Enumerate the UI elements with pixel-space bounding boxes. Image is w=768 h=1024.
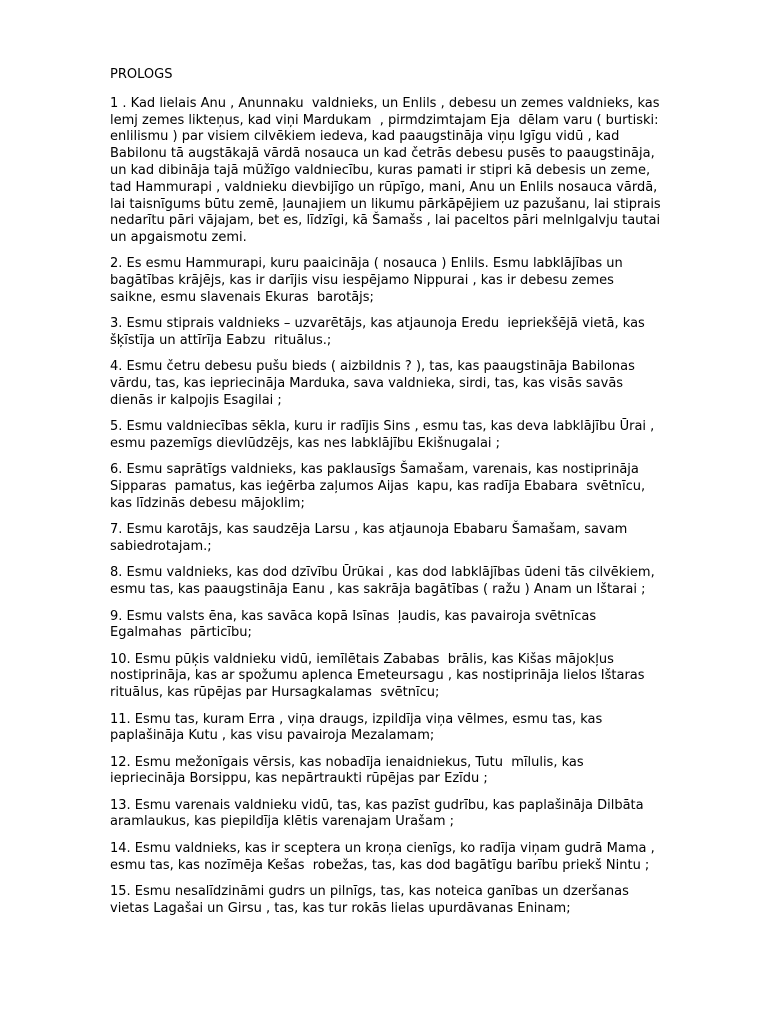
paragraph-line: 2. Es esmu Hammurapi, kuru paaicināja ( nosauca ) Enlils. Esmu labklājības un [110,256,623,272]
paragraph-line: nostiprināja, kas ar spožumu aplenca Emeteursagu , kas nostiprināja lielos Ištaras [110,668,645,684]
paragraph [110,565,710,599]
paragraph-line: vārdu, tas, kas iepriecināja Marduka, sava valdnieka, sirdi, tas, kas visās savās [110,376,624,392]
paragraph-line: nedarītu pāri vājajam, bet es, līdzīgi, kā Šamašs , lai paceltos pāri melnlgalvju tautai [110,213,661,229]
paragraph-line: 3. Esmu stiprais valdnieks – uzvarētājs, kas atjaunoja Eredu iepriekšējā vietā, kas [110,316,645,332]
paragraph [110,462,710,512]
paragraph-line: 14. Esmu valdnieks, kas ir sceptera un kroņa cienīgs, ko radīja viņam gudrā Mama , [110,840,655,856]
paragraph [110,359,710,409]
paragraph-line: bagātības krājējs, kas ir darījis visu iespējamo Nippurai , kas ir debesu zemes [110,273,614,289]
paragraph-line: enlilismu ) par visiem cilvēkiem iedeva, kad paaugstināja viņu Igīgu vidū , kad [110,129,620,145]
paragraph [110,652,710,702]
paragraph-line: 11. Esmu tas, kuram Erra , viņa draugs, izpildīja viņa vēlmes, esmu tas, kas [110,711,603,727]
paragraph-line: 7. Esmu karotājs, kas saudzēja Larsu , kas atjaunoja Ebabaru Šamašam, savam [110,522,628,538]
paragraph-line: paplašināja Kutu , kas visu pavairoja Mezalamam; [110,728,435,744]
paragraph-line: vietas Lagašai un Girsu , tas, kas tur rokās lielas upurdāvanas Eninam; [110,900,571,916]
paragraph-line: iepriecināja Borsippu, kas nepārtraukti rūpējas par Ezīdu ; [110,771,488,787]
paragraph-line: lai taisnīgums būtu zemē, ļaunajiem un likumu pārkāpējiem uz pazušanu, lai stiprais [110,196,661,212]
paragraph-line: 6. Esmu saprātīgs valdnieks, kas paklausīgs Šamašam, varenais, kas nostiprināja [110,462,639,478]
paragraph-line: 12. Esmu mežonīgais vērsis, kas nobadīja ienaidniekus, Tutu mīlulis, kas [110,754,584,770]
paragraph [110,712,710,746]
paragraph-line: saikne, esmu slavenais Ekuras barotājs; [110,290,374,306]
paragraph-line: 15. Esmu nesalīdzināmi gudrs un pilnīgs, tas, kas noteica ganības un dzeršanas [110,883,629,899]
paragraph-line: esmu pazemīgs dievlūdzējs, kas nes labklājību Ekišnugalai ; [110,436,501,452]
paragraph-line: aramlaukus, kas piepildīja klētis varenajam Urašam ; [110,814,455,830]
paragraph-line: lemj zemes likteņus, kad viņi Mardukam , pirmdzimtajam Eja dēlam varu ( burtiski: [110,112,659,128]
paragraph-line: Babilonu tā augstākajā vārdā nosauca un kad četrās debesu pusēs to paaugstināja, [110,146,655,162]
paragraph-line: sabiedrotajam.; [110,539,212,555]
document-body [110,67,710,927]
paragraph-line: un kad dibināja tajā mūžīgo valdniecību, kuras pamati ir stipri kā debesis un zeme, [110,162,651,178]
paragraph-line: dienās ir kalpojis Esagilai ; [110,393,282,409]
paragraph-line: 5. Esmu valdniecības sēkla, kuru ir radījis Sins , esmu tas, kas deva labklājību Ūrai , [110,419,655,435]
paragraph-line: 8. Esmu valdnieks, kas dod dzīvību Ūrūkai , kas dod labklājības ūdeni tās cilvēkiem, [110,565,655,581]
paragraph-line: un apgaismotu zemi. [110,230,247,246]
paragraph-line: 9. Esmu valsts ēna, kas savāca kopā Isīnas ļaudis, kas pavairoja svētnīcas [110,608,597,624]
paragraph-line: šķīstīja un attīrīja Eabzu rituālus.; [110,333,332,349]
paragraph-line: rituālus, kas rūpējas par Hursagkalamas svētnīcu; [110,685,440,701]
paragraph [110,884,710,918]
paragraph [110,419,710,453]
paragraph [110,841,710,875]
paragraph [110,609,710,643]
paragraph [110,798,710,832]
paragraph [110,96,710,247]
paragraph-line: Sipparas pamatus, kas ieģērba zaļumos Aijas kapu, kas radīja Ebabara svētnīcu, [110,479,646,495]
paragraph-line: esmu tas, kas paaugstināja Eanu , kas sakrāja bagātības ( ražu ) Anam un Ištarai ; [110,582,646,598]
paragraph [110,256,710,306]
paragraph-line: 13. Esmu varenais valdnieku vidū, tas, kas pazīst gudrību, kas paplašināja Dilbāta [110,797,644,813]
paragraph [110,316,710,350]
paragraph-line: kas līdzinās debesu mājoklim; [110,496,305,512]
paragraph-line: tad Hammurapi , valdnieku dievbijīgo un rūpīgo, mani, Anu un Enlils nosauca vārdā, [110,179,658,195]
document-title: PROLOGS [110,67,173,82]
paragraph [110,522,710,556]
paragraph-line: Egalmahas pārticību; [110,625,252,641]
paragraph [110,755,710,789]
paragraph-line: 4. Esmu četru debesu pušu bieds ( aizbildnis ? ), tas, kas paaugstināja Babilonas [110,359,635,375]
paragraph-line: 10. Esmu pūķis valdnieku vidū, iemīlētais Zababas brālis, kas Kišas mājokļus [110,651,614,667]
paragraph-line: esmu tas, kas nozīmēja Kešas robežas, tas, kas dod bagātīgu barību priekš Nintu ; [110,857,650,873]
paragraph-line: 1 . Kad lielais Anu , Anunnaku valdnieks, un Enlils , debesu un zemes valdnieks, kas [110,95,660,111]
paragraph-list [110,96,710,918]
